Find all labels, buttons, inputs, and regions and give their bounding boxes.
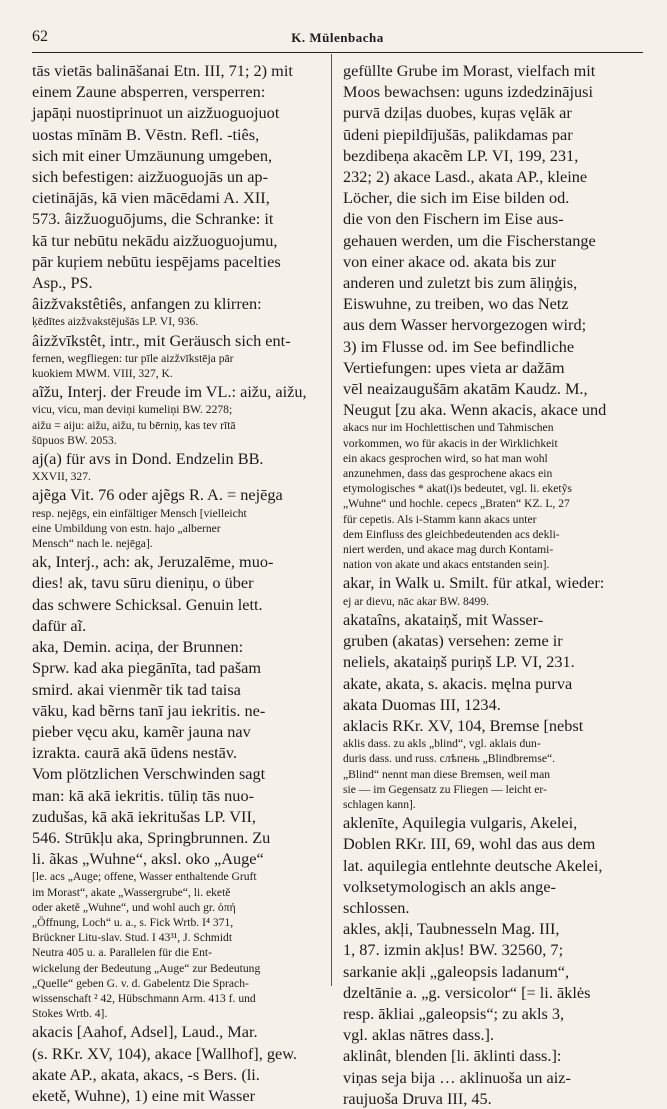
text-line: aka, Demin. aciņa, der Brunnen: <box>32 637 244 657</box>
text-line: im Morast“, akate „Wassergrube“, li. eketě <box>32 885 231 899</box>
text-line: von einer akace od. akata bis zur <box>343 251 556 271</box>
text-line: 1, 87. izmin akļus! BW. 32560, 7; <box>343 940 564 960</box>
text-line: sarkanie akļi „galeopsis ladanum“, <box>343 961 570 981</box>
text-line: vicu, vicu, man deviņi kumeliņi BW. 2278; <box>32 403 233 417</box>
text-line: âizžvīkstêt, intr., mit Geräusch sich ent- <box>32 330 291 350</box>
text-line: einem Zaune absperren, versperren: <box>32 82 266 102</box>
text-line: Vom plötzlichen Verschwinden sagt <box>32 764 266 784</box>
text-line: etymologisches * akat(i)s bedeutet, vgl. li. eketỹs <box>343 482 572 496</box>
text-line: aižu = aiju: aižu, aižu, tu bērniņ, kas tev rītā <box>32 418 236 432</box>
text-line: 232; 2) akace Lasd., akata AP., kleine <box>343 167 588 187</box>
text-line: akar, in Walk u. Smilt. für atkal, wieder: <box>343 573 605 593</box>
left-column <box>32 60 322 1105</box>
text-line: Neugut [zu aka. Wenn akacis, akace und <box>343 400 607 420</box>
text-line: akate AP., akata, akacs, -s Bers. (li. <box>32 1064 260 1084</box>
text-line: raujuoša Druva III, 45. <box>343 1088 492 1108</box>
text-line: pār kuŗiem nebūtu iespējams pacelties <box>32 251 281 271</box>
text-line: uostas mīnām B. Vēstn. Refl. -tiês, <box>32 124 260 144</box>
text-line: purvā dziļas duobes, kuŗas vęlāk ar <box>343 103 572 123</box>
text-line: akataîns, akataiņš, mit Wasser- <box>343 609 544 629</box>
text-line: aklis dass. zu akls „blind“, vgl. aklais dun- <box>343 737 541 751</box>
text-line: Asp., PS. <box>32 273 93 293</box>
text-line: ak, Interj., ach: ak, Jeruzalēme, muo- <box>32 552 274 572</box>
text-line: Brückner Litu-slav. Stud. I 43³¹, J. Schmidt <box>32 931 233 945</box>
text-line: dem Einfluss des gleichbedeutenden acs dekli- <box>343 527 560 541</box>
text-line: schlagen kann]. <box>343 797 416 811</box>
text-line: smird. akai vienmẽr tik tad taisa <box>32 679 241 699</box>
text-line: sich befestigen: aizžuoguojās un ap- <box>32 167 268 187</box>
text-line: nation von akate und akacs entstanden sein]. <box>343 558 550 572</box>
text-line: „Öffnung, Loch“ u. a., s. Fick Wrtb. I⁴ 371, <box>32 915 234 929</box>
text-line: ūdeni piepildījušās, palikdamas par <box>343 124 573 144</box>
text-line: aklinât, blenden [li. āklinti dass.]: <box>343 1046 562 1066</box>
text-line: gehauen werden, um die Fischerstange <box>343 230 596 250</box>
text-line: cietinājās, kā vien mācēdami A. XII, <box>32 188 270 208</box>
text-line: bezdibeņa akacẽm LP. VI, 199, 231, <box>343 145 579 165</box>
text-line: niert werden, und akace mag durch Kontami- <box>343 543 554 557</box>
text-line: vgl. aklas nātres dass.]. <box>343 1025 495 1045</box>
text-line: šūpuos BW. 2053. <box>32 433 117 447</box>
text-line: ej ar dievu, nāc akar BW. 8499. <box>343 594 490 608</box>
text-line: Sprw. kad aka piegānīta, tad pašam <box>32 658 262 678</box>
text-line: li. ãkas „Wuhne“, aksl. oko „Auge“ <box>32 849 264 869</box>
text-line: Löcher, die sich im Eise bilden od. <box>343 188 570 208</box>
text-line: neliels, akataiņš puriņš LP. VI, 231. <box>343 652 575 672</box>
text-line: „Blind“ nennt man diese Bremsen, weil man <box>343 767 551 781</box>
text-line: das schwere Schicksal. Genuin lett. <box>32 594 263 614</box>
text-line: ķēdītes aizžvakstējušās LP. VI, 936. <box>32 315 199 329</box>
text-line: fernen, wegfliegen: tur pīle aizžvīkstēja pār <box>32 351 234 365</box>
text-line: akacis [Aahof, Adsel], Laud., Mar. <box>32 1022 258 1042</box>
text-line: kuokiem MWM. VIII, 327, K. <box>32 367 173 381</box>
text-line: ein akacs gesprochen wird, so hat man wohl <box>343 451 548 465</box>
text-line: japāņi nuostiprinuot un aizžuoguojuot <box>32 103 280 123</box>
text-line: eine Umbildung von estn. hajo „alberner <box>32 521 221 535</box>
text-line: zudušas, kā akā iekritušas LP. VII, <box>32 806 256 826</box>
text-line: „Quelle“ geben G. v. d. Gabelentz Die Sprach- <box>32 976 249 990</box>
text-line: (s. RKr. XV, 104), akace [Wallhof], gew. <box>32 1043 297 1063</box>
text-line: 3) im Flusse od. im See befindliche <box>343 336 575 356</box>
text-line: akles, akļi, Taubnesseln Mag. III, <box>343 919 560 939</box>
text-line: akacs nur im Hochlettischen und Tahmischen <box>343 421 554 435</box>
text-line: oder aketě „Wuhne“, und wohl auch gr. ὀπή <box>32 900 236 914</box>
page-header <box>32 26 643 53</box>
text-line: akata Duomas III, 1234. <box>343 694 501 714</box>
text-line: Moos bewachsen: uguns izdedzinājusi <box>343 82 594 102</box>
text-line: wissenschaft ² 42, Hübschmann Arm. 413 f. und <box>32 991 256 1005</box>
text-line: aklacis RKr. XV, 104, Bremse [nebst <box>343 715 584 735</box>
text-line: kā tur nebūtu nekādu aizžuoguojumu, <box>32 230 278 250</box>
text-line: anderen und zuletzt bis zum āliņģis, <box>343 273 578 293</box>
text-line: resp. ākliai „galeopsis“; zu akls 3, <box>343 1003 565 1023</box>
text-line: 546. Strūkļu aka, Springbrunnen. Zu <box>32 827 271 847</box>
text-line: duris dass. und russ. слѣпень „Blindbremse“. <box>343 752 556 766</box>
column-divider <box>331 54 332 986</box>
text-line: XXVII, 327. <box>32 470 91 484</box>
page-number: 62 <box>32 28 48 45</box>
text-line: anzunehmen, dass das gesprochene akacs ein <box>343 467 553 481</box>
text-line: aklenīte, Aquilegia vulgaris, Akelei, <box>343 813 578 833</box>
text-line: viņas seja bija … aklinuoša un aiz- <box>343 1067 571 1087</box>
text-line: pieber vęcu aku, kamẽr jauna nav <box>32 721 251 741</box>
text-line: Eiswuhne, zu treiben, wo das Netz <box>343 294 569 314</box>
text-line: 573. âizžuoguōjums, die Schranke: it <box>32 209 274 229</box>
text-line: dies! ak, tavu sūru dieniņu, o über <box>32 573 254 593</box>
text-line: izrakta. caurā akā ūdens nestāv. <box>32 743 238 763</box>
text-line: ajẽga Vit. 76 oder ajẽgs R. A. = nejēga <box>32 485 283 505</box>
text-line: wickelung der Bedeutung „Auge“ zur Bedeutung <box>32 961 261 975</box>
text-line: aj(a) für avs in Dond. Endzelin BB. <box>32 449 264 469</box>
text-line: tās vietās balināšanai Etn. III, 71; 2) mit <box>32 61 293 80</box>
text-line: vorkommen, wo für akacis in der Wirklichkeit <box>343 436 558 450</box>
right-column <box>343 60 639 1108</box>
text-line: akate, akata, s. akacis. męlna purva <box>343 673 573 693</box>
text-line: Doblen RKr. III, 69, wohl das aus dem <box>343 834 596 854</box>
text-line: aus dem Wasser hervorgezogen wird; <box>343 315 587 335</box>
text-line: [le. acs „Auge; offene, Wasser enthaltende Gruft <box>32 870 257 884</box>
text-line: dzeltānie a. „g. versicolor“ [= li. āklės <box>343 982 591 1002</box>
text-line: gruben (akatas) versehen: zeme ir <box>343 631 563 651</box>
text-line: die von den Fischern im Eise aus- <box>343 209 564 229</box>
text-line: eketě, Wuhne), 1) eine mit Wasser <box>32 1085 256 1105</box>
text-line: âizžvakstêtiês, anfangen zu klirren: <box>32 294 262 314</box>
text-line: dafür aĩ. <box>32 615 87 635</box>
text-line: schlossen. <box>343 897 410 917</box>
text-line: vēl neaizaugušām akatām Kaudz. M., <box>343 379 588 399</box>
running-head: K. Mülenbacha <box>291 30 384 45</box>
text-line: Vertiefungen: upes vieta ar dažām <box>343 357 565 377</box>
text-line: lat. aquilegia entlehnte deutsche Akelei, <box>343 855 603 875</box>
text-line: „Wuhne“ und hochle. cepecs „Braten“ KZ. L, 27 <box>343 497 570 511</box>
text-line: Mensch“ nach le. nejēga]. <box>32 537 153 551</box>
text-line: man: kā akā iekritis. tūliņ tās nuo- <box>32 785 255 805</box>
text-line: vāku, kad bẽrns tanī jau iekritis. ne- <box>32 700 266 720</box>
text-line: sie — im Gegensatz zu Fliegen — leicht er- <box>343 782 547 796</box>
text-line: gefüllte Grube im Morast, vielfach mit <box>343 61 596 80</box>
text-line: Neutra 405 u. a. Parallelen für die Ent- <box>32 946 212 960</box>
text-line: resp. nejēgs, ein einfältiger Mensch [vielleicht <box>32 506 247 520</box>
text-line: Stokes Wrtb. 4]. <box>32 1007 108 1021</box>
text-line: für cepetis. Als i-Stamm kann akacs unter <box>343 512 537 526</box>
text-line: sich mit einer Umzäunung umgeben, <box>32 145 273 165</box>
text-line: aĩžu, Interj. der Freude im VL.: aižu, aižu, <box>32 382 307 402</box>
text-line: volksetymologisch an akls ange- <box>343 876 556 896</box>
